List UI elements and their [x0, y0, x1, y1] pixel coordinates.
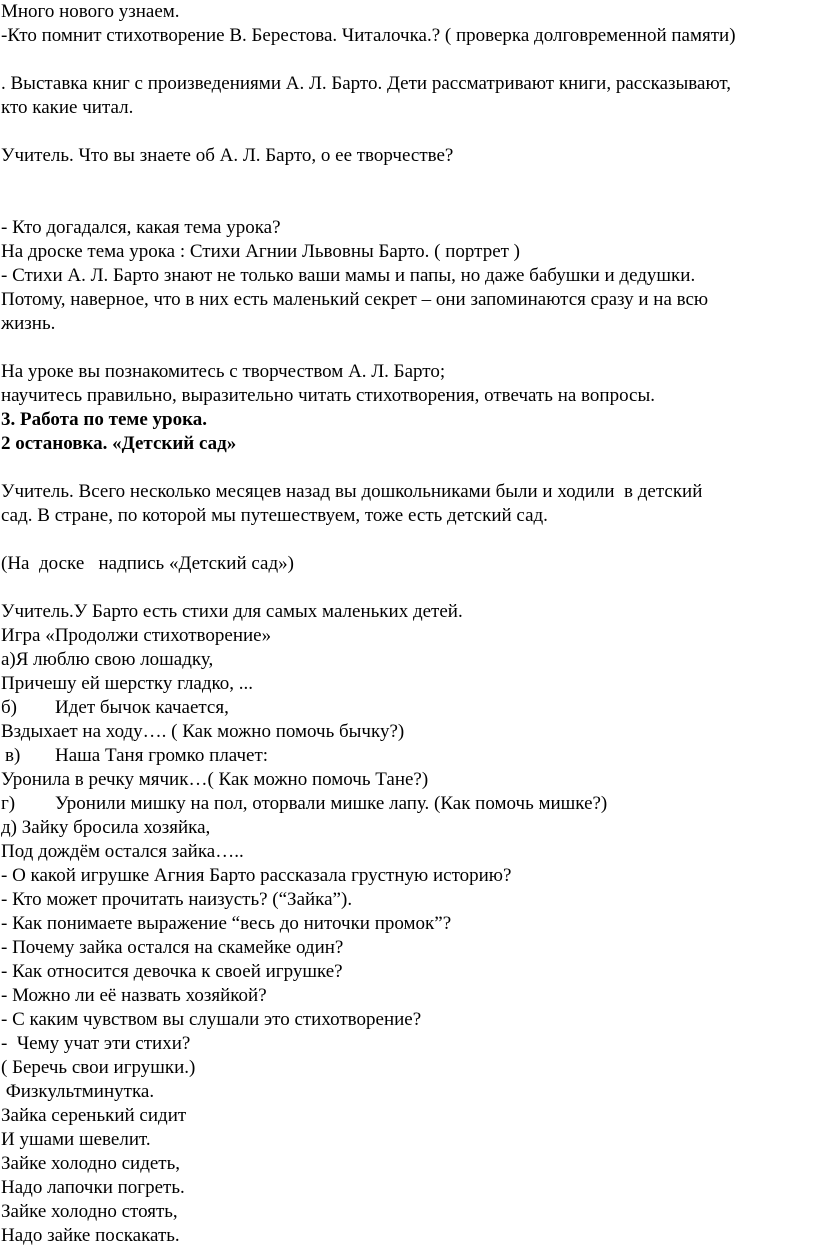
blank-line	[1, 456, 816, 480]
text-line: научитесь правильно, выразительно читать стихотворения, отвечать на вопросы.	[1, 385, 655, 406]
text-line: . Выставка книг с произведениями А. Л. Барто. Дети рассматривают книги, рассказывают,	[1, 73, 732, 94]
text-line: д) Зайку бросила хозяйка,	[1, 817, 211, 838]
text-line: ( Беречь свои игрушки.)	[1, 1057, 196, 1078]
text-line: Игра «Продолжи стихотворение»	[1, 625, 272, 646]
text-line: - Стихи А. Л. Барто знают не только ваши мамы и папы, но даже бабушки и дедушки.	[1, 265, 696, 286]
subheading: Физкультминутка.	[1, 1081, 155, 1102]
poem-line: Зайка серенький сидит	[1, 1105, 187, 1126]
question-line: - О какой игрушке Агния Барто рассказала грустную историю?	[1, 865, 512, 886]
text-line: -Кто помнит стихотворение В. Берестова. Читалочка.? ( проверка долговременной памяти)	[1, 25, 736, 46]
question-line: - Как понимаете выражение “весь до ниточки промок”?	[1, 913, 452, 934]
text-line: Учитель. Что вы знаете об А. Л. Барто, о ее творчестве?	[1, 145, 454, 166]
list-item	[1, 792, 816, 816]
question-line: - С каким чувством вы слушали это стихотворение?	[1, 1009, 422, 1030]
poem-line: Зайке холодно стоять,	[1, 1201, 178, 1222]
poem-line: И ушами шевелит.	[1, 1129, 151, 1150]
question-line: - Кто может прочитать наизусть? (“Зайка”).	[1, 889, 353, 910]
blank-line	[1, 168, 816, 192]
list-item	[1, 696, 816, 720]
text-line: Под дождём остался зайка…..	[1, 841, 244, 862]
list-item	[1, 744, 816, 768]
text-line: а)Я люблю свою лошадку,	[1, 649, 214, 670]
text-line: - Кто догадался, какая тема урока?	[1, 217, 281, 238]
text-line: кто какие читал.	[1, 97, 134, 118]
list-marker: в)	[5, 745, 21, 766]
list-item-text: Уронили мишку на пол, оторвали мишке лапу. (Как помочь мишке?)	[55, 793, 608, 814]
question-line: - Чему учат эти стихи?	[1, 1033, 191, 1054]
question-line: - Как относится девочка к своей игрушке?	[1, 961, 343, 982]
poem-line: Надо зайке поскакать.	[1, 1225, 180, 1246]
list-item-text: Наша Таня громко плачет:	[55, 745, 269, 766]
blank-line	[1, 336, 816, 360]
blank-line	[1, 192, 816, 216]
text-line: Потому, наверное, что в них есть маленький секрет – они запоминаются сразу и на всю	[1, 289, 709, 310]
text-line: жизнь.	[1, 313, 56, 334]
text-line: Много нового узнаем.	[1, 1, 180, 22]
text-line: сад. В стране, по которой мы путешествуем, тоже есть детский сад.	[1, 505, 548, 526]
list-marker: г)	[1, 793, 16, 814]
text-line: Учитель. Всего несколько месяцев назад вы дошкольниками были и ходили в детский	[1, 481, 703, 502]
text-line: Вздыхает на ходу…. ( Как можно помочь бычку?)	[1, 721, 405, 742]
text-line: (На доске надпись «Детский сад»)	[1, 553, 294, 574]
blank-line	[1, 528, 816, 552]
list-marker: б)	[1, 697, 17, 718]
list-item-text: Идет бычок качается,	[55, 697, 229, 718]
section-heading: 2 остановка. «Детский сад»	[1, 433, 237, 454]
blank-line	[1, 120, 816, 144]
question-line: - Можно ли её назвать хозяйкой?	[1, 985, 267, 1006]
text-line: На дроске тема урока : Стихи Агнии Львовны Барто. ( портрет )	[1, 241, 521, 262]
poem-line: Зайке холодно сидеть,	[1, 1153, 181, 1174]
blank-line	[1, 576, 816, 600]
section-heading: 3. Работа по теме урока.	[1, 409, 207, 430]
text-line: Учитель.У Барто есть стихи для самых маленьких детей.	[1, 601, 463, 622]
text-line: Уронила в речку мячик…( Как можно помочь Тане?)	[1, 769, 429, 790]
question-line: - Почему зайка остался на скамейке один?	[1, 937, 344, 958]
text-line: На уроке вы познакомитесь с творчеством А. Л. Барто;	[1, 361, 446, 382]
poem-line: Надо лапочки погреть.	[1, 1177, 185, 1198]
blank-line	[1, 48, 816, 72]
text-line: Причешу ей шерстку гладко, ...	[1, 673, 254, 694]
